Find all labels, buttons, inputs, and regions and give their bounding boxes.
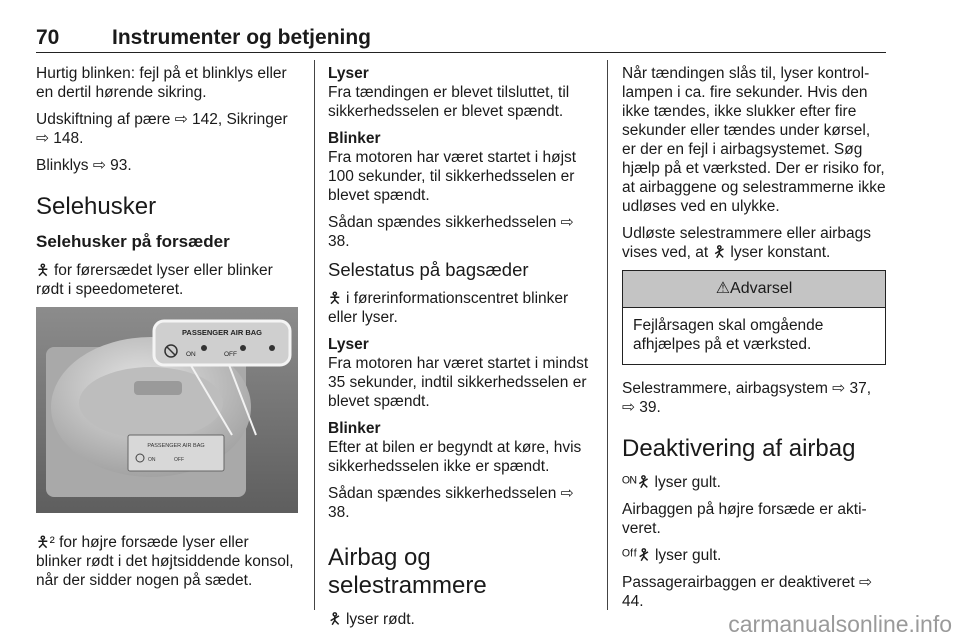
heading-airbag-deactivation: Deaktivering af airbag xyxy=(622,435,856,462)
callout-off-label: OFF xyxy=(224,351,237,358)
callout-seatbelt-icon xyxy=(269,345,275,351)
heading-airbag-pretensioners: Airbag og selestrammere xyxy=(328,544,487,599)
column-1 xyxy=(36,64,298,598)
heading-rear-seat-status: Selestatus på bagsæder xyxy=(328,259,529,280)
callout-title: PASSENGER AIR BAG xyxy=(181,328,263,337)
paragraph-airbag-deactivated: Passagerairbaggen er deaktiveret ⇨ 44. xyxy=(622,574,872,610)
paragraph-blink-fault: Hurtig blinken: fejl på et blinklys eller en dertil hørende sikring. xyxy=(36,65,287,101)
page-header xyxy=(36,26,886,53)
watermark: carmanualsonline.info xyxy=(728,611,952,637)
panel-title: PASSENGER AIR BAG xyxy=(147,443,205,449)
text-lyser-2: Fra motoren har været startet i mindst 35 sekunder, indtil sikkerhedsselen er blevet spændt. xyxy=(328,355,589,410)
callout-on-label: ON xyxy=(186,351,196,358)
paragraph-turn-signals: Blinklys ⇨ 93. xyxy=(36,157,132,174)
heading-lyser-2: Lyser xyxy=(328,336,369,353)
airbag-indicator-photo xyxy=(36,307,298,513)
text-lyser: Fra tændingen er blevet tilsluttet, til sikkerhedsselen er blevet spændt. xyxy=(328,84,570,120)
callout-passenger-off-icon xyxy=(240,345,246,351)
airbag-status-panel xyxy=(128,435,224,471)
panel-on-label: ON xyxy=(148,457,156,463)
column-divider-1 xyxy=(314,60,315,610)
paragraph-pretensioners-ref: Selestrammere, airbagsystem ⇨ 37, ⇨ 39. xyxy=(622,380,872,416)
paragraph-airbag-red: 🯇 lyser rødt. xyxy=(328,611,415,628)
warning-box xyxy=(622,270,886,365)
paragraph-rear-indicator: 🯅 i førerinformationscentret blinker eller lyser. xyxy=(328,290,569,326)
paragraph-airbag-activated: Airbaggen på højre forsæde er akti-veret. xyxy=(622,501,867,537)
paragraph-ignition-check: Når tændingen slås til, lyser kontrol-lampen i ca. fire sekunder. Hvis den ikke tændes, ikke slukker efter fire sekunder eller tændes under kørsel, er der en fejl i airbagsystemet. Søg hjælp på et værksted. Der er risiko for, at airbaggene og selestrammerne ikke udløses ved en ulykke. xyxy=(622,65,886,215)
heading-selehusker: Selehusker xyxy=(36,193,157,220)
heading-lyser: Lyser xyxy=(328,65,369,82)
heading-front-seats: Selehusker på forsæder xyxy=(36,232,230,251)
text-blinker: Fra motoren har været startet i højst 100 sekunder, til sikkerhedsselen er blevet spændt. xyxy=(328,149,577,204)
console-button xyxy=(134,381,182,395)
paragraph-on-indicator: ᴼᴺ🯇 lyser gult. xyxy=(622,474,721,491)
page-number: 70 xyxy=(36,26,60,49)
paragraph-fasten-belt-1: Sådan spændes sikkerhedsselen ⇨ 38. xyxy=(328,214,574,250)
warning-title: ⚠Advarsel xyxy=(623,271,885,308)
heading-blinker-2: Blinker xyxy=(328,420,381,437)
paragraph-triggered-pretensioners: Udløste selestrammere eller airbags vises ved, at 🯇 lyser konstant. xyxy=(622,225,871,261)
paragraph-off-indicator: ᴼᶠᶠ🯇 lyser gult. xyxy=(622,547,722,564)
paragraph-right-front-seat: 🯅² for højre forsæde lyser eller blinker rødt i det højtsiddende konsol, når der sidder nogen på sædet. xyxy=(36,534,294,589)
warning-text: Fejlårsagen skal omgående afhjælpes på et værksted. xyxy=(633,317,824,353)
paragraph-fasten-belt-2: Sådan spændes sikkerhedsselen ⇨ 38. xyxy=(328,485,574,521)
column-2 xyxy=(328,64,594,637)
paragraph-driver-seat: 🯅 for førersædet lyser eller blinker rødt i speedometeret. xyxy=(36,262,273,298)
paragraph-bulb-replacement: Udskiftning af pære ⇨ 142, Sikringer ⇨ 148. xyxy=(36,111,288,147)
text-blinker-2: Efter at bilen er begyndt at køre, hvis sikkerhedsselen ikke er spændt. xyxy=(328,439,582,475)
callout-passenger-on-icon xyxy=(201,345,207,351)
column-divider-2 xyxy=(607,60,608,610)
heading-blinker: Blinker xyxy=(328,130,381,147)
page-title: Instrumenter og betjening xyxy=(112,26,372,49)
panel-off-label: OFF xyxy=(174,457,184,463)
column-3 xyxy=(622,64,886,619)
